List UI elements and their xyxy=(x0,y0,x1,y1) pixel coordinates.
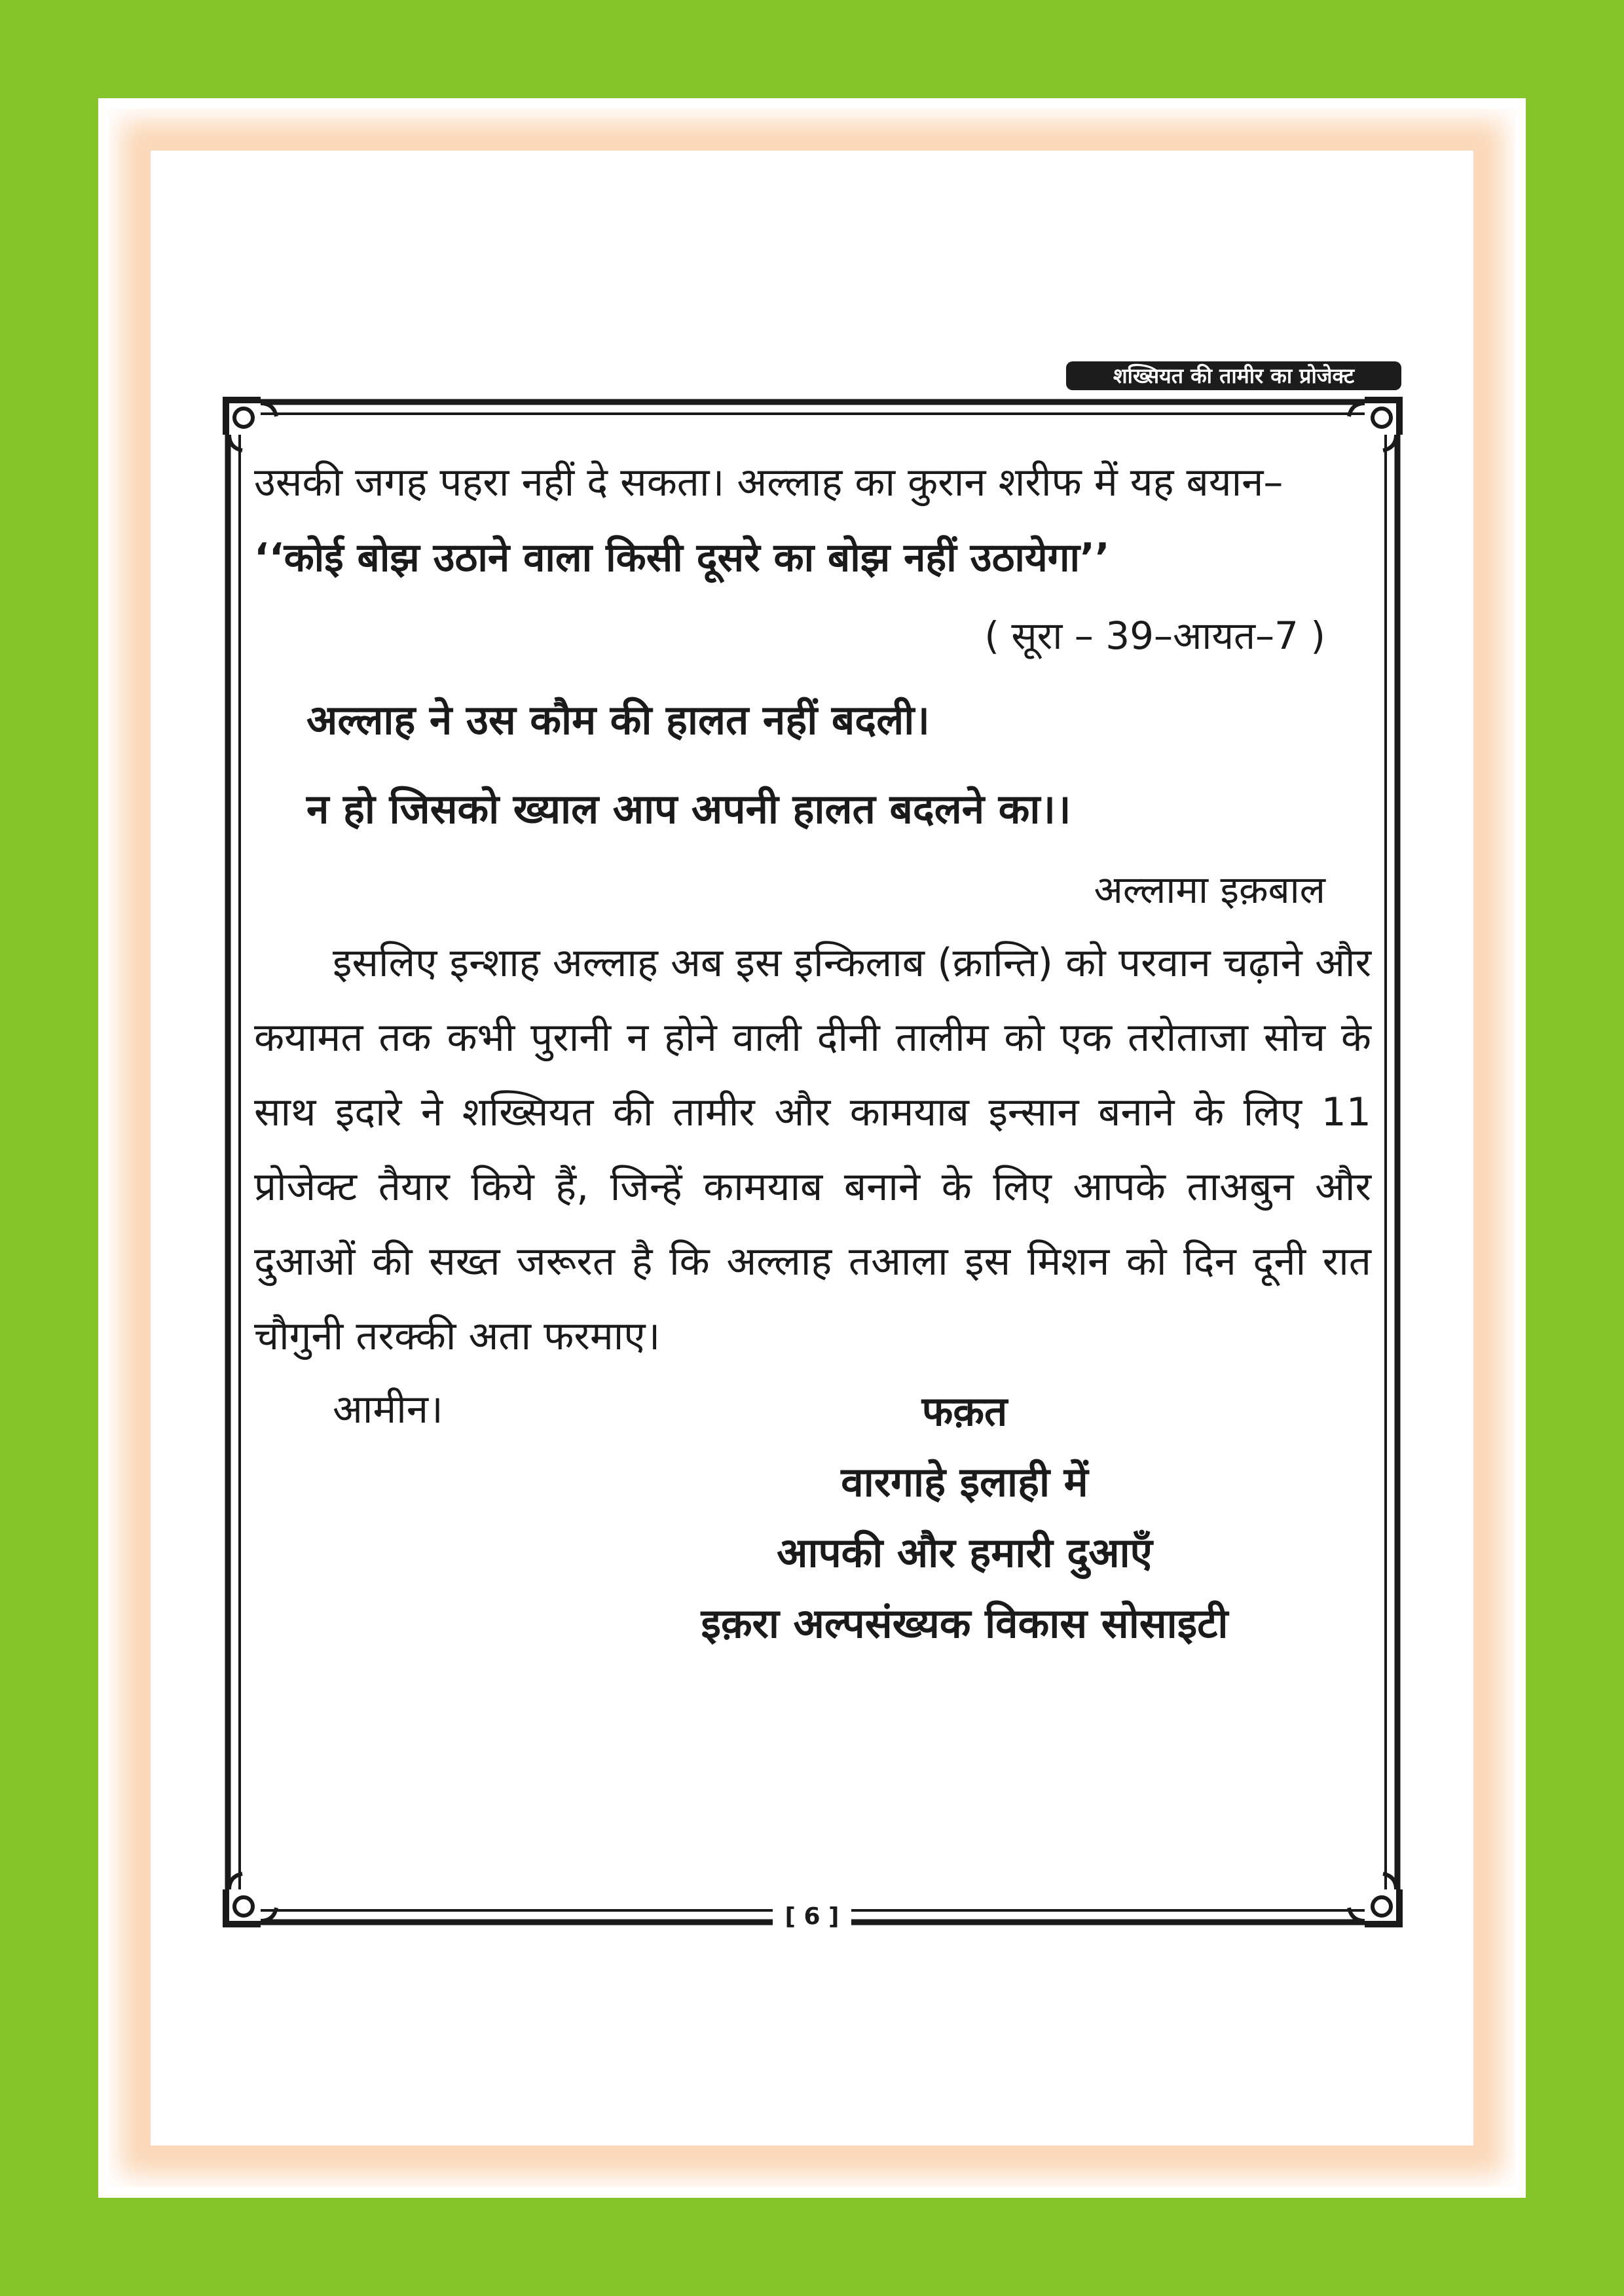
signature-line-4: इक़रा अल्पसंख्यक विकास सोसाइटी xyxy=(701,1599,1228,1647)
corner-ornament-bottom-right xyxy=(1349,1874,1404,1929)
paragraph-intro: उसकी जगह पहरा नहीं दे सकता। अल्लाह का कुरान शरीफ में यह बयान– xyxy=(254,460,1283,505)
corner-ornament-bottom-left xyxy=(221,1874,276,1929)
closing-amin: आमीन। xyxy=(333,1387,443,1432)
quran-quote: ‘‘कोई बोझ उठाने वाला किसी दूसरे का बोझ नहीं उठायेगा’’ xyxy=(254,535,1110,581)
signature-line-3: आपकी और हमारी दुआएँ xyxy=(777,1529,1153,1576)
paragraph-main: इसलिए इन्शाह अल्लाह अब इस इन्किलाब (क्रान्ति) को परवान चढ़ाने और कयामत तक कभी पुरानी न होने वाली दीनी तालीम को एक तरोताजा सोच के साथ इदारे ने शख्सियत की तामीर और कामयाब इन्सान बनाने के लिए 11 प्रोजेक्ट तैयार किये हैं, जिन्हें कामयाब बनाने के लिए आपके ताअबुन और दुआओं की सख्त जरूरत है कि अल्लाह तआला इस मिशन को दिन दूनी रात चौगुनी तरक्की अता फरमाए। xyxy=(254,940,1371,1359)
poet-name: अल्लामा इक़बाल xyxy=(1094,867,1325,912)
running-header: शख्सियत की तामीर का प्रोजेक्ट xyxy=(1066,361,1401,390)
page-body xyxy=(254,445,1371,1688)
signature-line-1: फक़त xyxy=(921,1387,1008,1435)
signature-line-2: वारगाहे इलाही में xyxy=(841,1458,1088,1506)
page-number: [ 6 ] xyxy=(773,1904,851,1930)
couplet-line-1: अल्लाह ने उस कौम की हालत नहीं बदली। xyxy=(306,696,930,744)
signature-block xyxy=(595,1376,1335,1659)
corner-ornament-top-left xyxy=(221,395,276,450)
quote-reference: ( सूरा – 39–आयत–7 ) xyxy=(984,613,1325,658)
closing-block xyxy=(254,1374,1371,1688)
couplet-line-2: न हो जिसको ख्याल आप अपनी हालत बदलने का।। xyxy=(306,785,1071,833)
corner-ornament-top-right xyxy=(1349,395,1404,450)
